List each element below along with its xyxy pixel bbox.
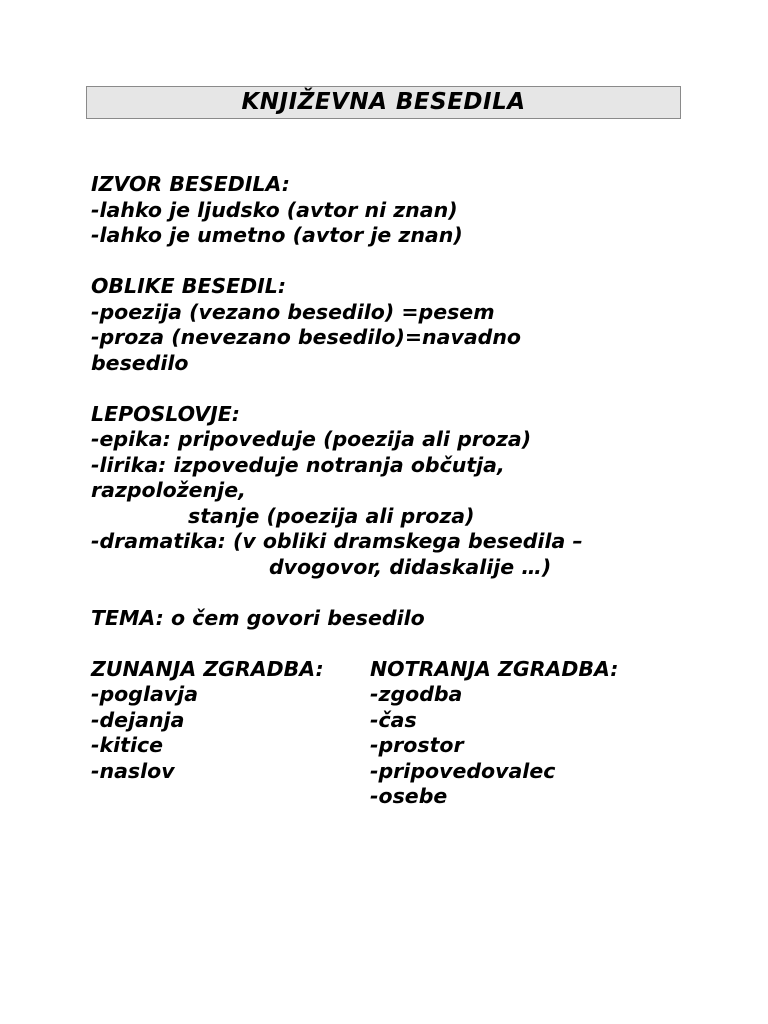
list-item: -poglavja: [91, 682, 199, 706]
list-item: -kitice: [91, 733, 164, 757]
title-box: [86, 86, 681, 119]
section-heading-zunanja: ZUNANJA ZGRADBA:: [91, 656, 324, 681]
list-item-epika: -epika: pripoveduje (poezija ali proza): [91, 427, 532, 451]
spacer: [91, 580, 711, 606]
zgradba-columns: [91, 657, 711, 810]
section-notranja: [370, 657, 711, 810]
spacer: [91, 249, 711, 275]
section-zunanja: [91, 657, 370, 810]
list-item-dramatika-cont: dvogovor, didaskalije …): [269, 554, 552, 579]
list-item: -lahko je ljudsko (avtor ni znan): [91, 197, 458, 222]
spacer: [91, 376, 711, 402]
section-heading-oblike: OBLIKE BESEDIL:: [91, 274, 287, 298]
spacer: [91, 631, 711, 657]
list-item: -prostor: [370, 733, 464, 757]
section-heading-leposlovje: LEPOSLOVJE:: [91, 401, 241, 426]
section-oblike: [91, 274, 711, 376]
section-leposlovje: [91, 402, 711, 581]
document-body: [91, 172, 711, 810]
list-item: besedilo: [91, 350, 189, 375]
list-item: -proza (nevezano besedilo)=navadno: [91, 325, 522, 349]
list-item: -dejanja: [91, 707, 185, 732]
list-item: -pripovedovalec: [370, 758, 556, 783]
section-heading-izvor: IZVOR BESEDILA:: [91, 172, 290, 196]
list-item-lirika: -lirika: izpoveduje notranja občutja,: [91, 452, 505, 477]
list-item: -lahko je umetno (avtor je znan): [91, 223, 463, 247]
list-item: -poezija (vezano besedilo) =pesem: [91, 299, 495, 324]
section-izvor: [91, 172, 711, 249]
list-item-lirika-cont: razpoloženje,: [91, 478, 246, 502]
list-item: -zgodba: [370, 682, 463, 706]
list-item: -čas: [370, 707, 417, 732]
document-title: KNJIŽEVNA BESEDILA: [241, 89, 526, 115]
list-item-dramatika: -dramatika: (v obliki dramskega besedila –: [91, 529, 583, 553]
list-item: -naslov: [91, 758, 175, 783]
list-item: -osebe: [370, 784, 448, 808]
list-item-lirika-cont: stanje (poezija ali proza): [188, 503, 475, 528]
tema-line: TEMA: o čem govori besedilo: [91, 605, 425, 630]
section-heading-notranja: NOTRANJA ZGRADBA:: [370, 656, 619, 681]
